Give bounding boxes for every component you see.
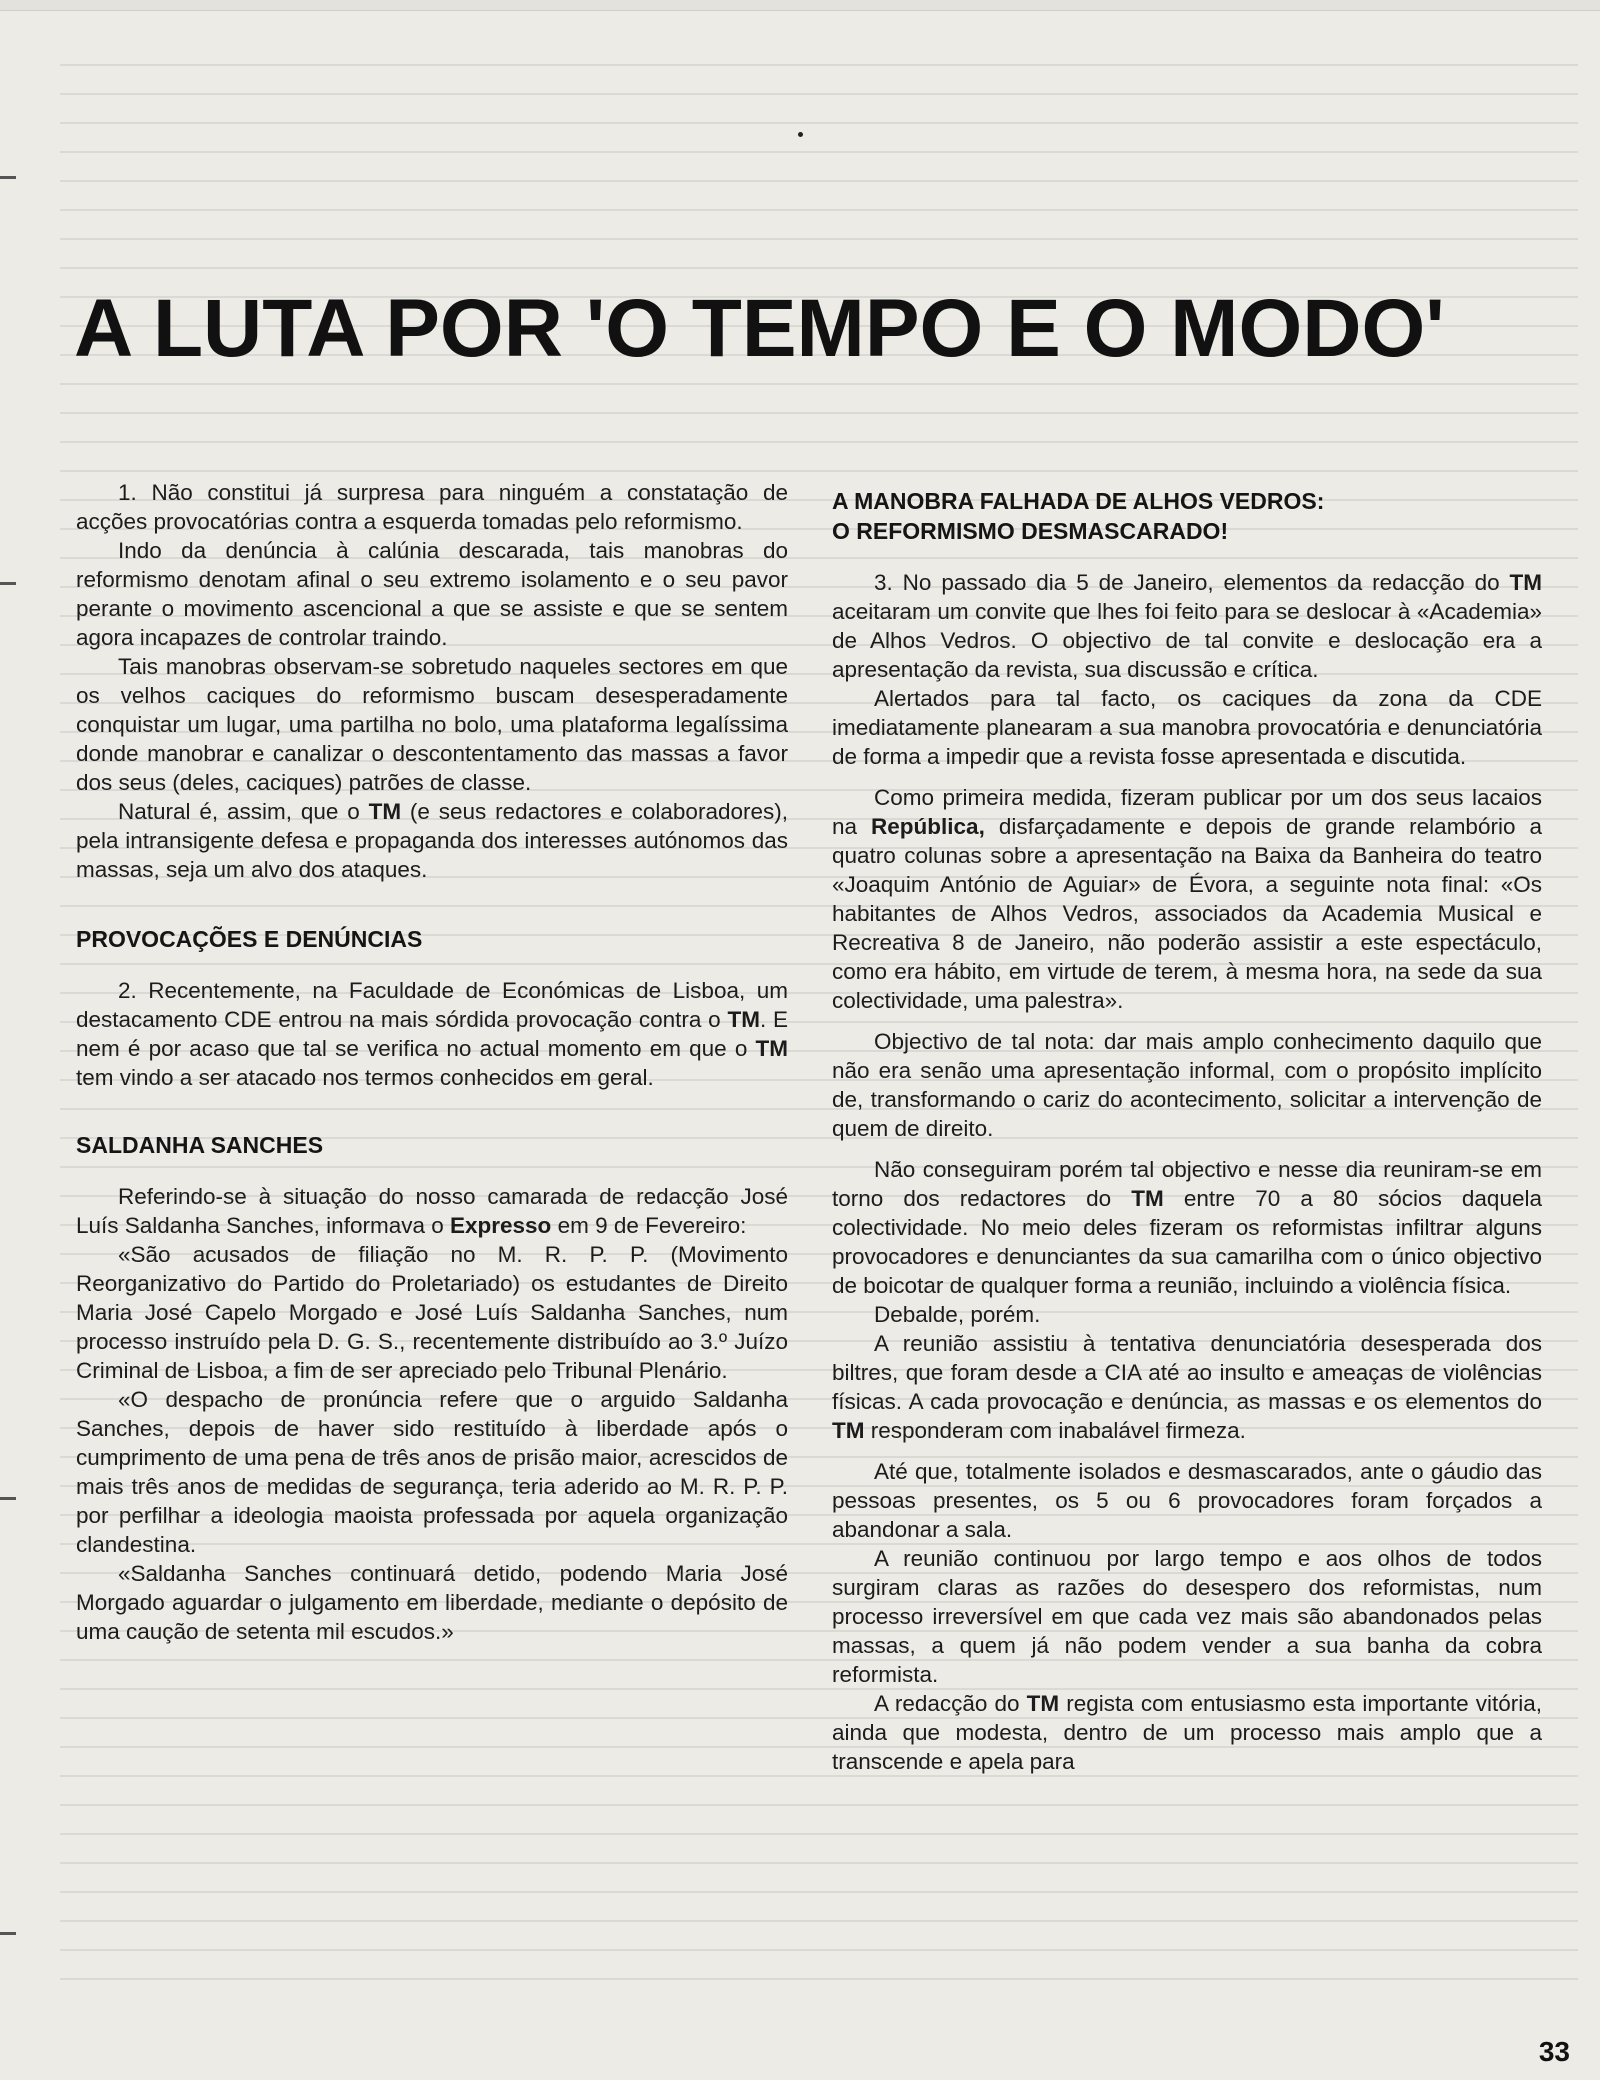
paragraph: «Saldanha Sanches continuará detido, podendo Maria José Morgado aguardar o julgamento em liberdade, mediante o depósito de uma caução de setenta mil escudos.» — [76, 1561, 788, 1644]
paragraph: «O despacho de pronúncia refere que o arguido Saldanha Sanches, depois de haver sido restituído à liberdade após o cumprimento de uma pena de três anos de prisão maior, acrescidos de mais três anos de medidas de segurança, teria aderido ao M. R. P. P. por perfilhar a ideologia maoista professada por aquela organização clandestina. — [76, 1387, 788, 1557]
section-heading: SALDANHA SANCHES — [76, 1132, 324, 1158]
paragraph: A reunião continuou por largo tempo e aos olhos de todos surgiram claras as razões do desespero dos reformistas, num processo irreversível em que cada vez mais são abandonados pelas massas, a quem já não podem vender a sua banha da cobra reformista. — [832, 1546, 1542, 1687]
paragraph: Debalde, porém. — [874, 1302, 1041, 1327]
article-title: A LUTA POR 'O TEMPO E O MODO' — [74, 283, 1445, 374]
paragraph: Alertados para tal facto, os caciques da zona da CDE imediatamente planearam a sua manobra provocatória e denunciatória de forma a impedir que a revista fosse apresentada e discutida. — [832, 686, 1542, 769]
paragraph: Referindo-se à situação do nosso camarada de redacção José Luís Saldanha Sanches, informava o Expresso em 9 de Fevereiro: — [76, 1184, 788, 1238]
binding-mark — [0, 176, 16, 179]
heading-line: O REFORMISMO DESMASCARADO! — [832, 518, 1229, 544]
paragraph: Tais manobras observam-se sobretudo naqueles sectores em que os velhos caciques do reformismo buscam desesperadamente conquistar um lugar, uma partilha no bolo, uma plataforma legalíssima donde manobrar e canalizar o descontentamento das massas a favor dos seus (deles, caciques) patrões de classe. — [76, 654, 788, 795]
paragraph: 2. Recentemente, na Faculdade de Económicas de Lisboa, um destacamento CDE entrou na mais sórdida provocação contra o TM. E nem é por acaso que tal se verifica no actual momento em que o TM tem vindo a ser atacado nos termos conhecidos em geral. — [76, 978, 789, 1090]
section-heading — [832, 486, 1542, 546]
paragraph: Até que, totalmente isolados e desmascarados, ante o gáudio das pessoas presentes, os 5 ou 6 provocadores foram forçados a abandonar a sala. — [832, 1459, 1542, 1542]
page-number: 33 — [1538, 2036, 1570, 2067]
paragraph: A redacção do TM regista com entusiasmo esta importante vitória, ainda que modesta, dentro de um processo mais amplo que a transcende e apela para — [832, 1691, 1542, 1774]
section-heading: PROVOCAÇÕES E DENÚNCIAS — [76, 926, 423, 952]
paragraph: 3. No passado dia 5 de Janeiro, elementos da redacção do TM aceitaram um convite que lhes foi feito para se deslocar à «Academia» de Alhos Vedros. O objectivo de tal convite e deslocação era a apresentação da revista, sua discussão e crítica. — [832, 570, 1542, 682]
page-top-edge — [0, 0, 1600, 11]
ink-dot — [798, 132, 803, 137]
binding-mark — [0, 1497, 16, 1500]
left-column — [76, 478, 788, 1646]
paragraph: Indo da denúncia à calúnia descarada, tais manobras do reformismo denotam afinal o seu extremo isolamento e o seu pavor perante o movimento ascencional a que se assiste e que se sentem agora incapazes de controlar traindo. — [76, 538, 788, 650]
paragraph: «São acusados de filiação no M. R. P. P. (Movimento Reorganizativo do Partido do Proletariado) os estudantes de Direito Maria José Capelo Morgado e José Luís Saldanha Sanches, num processo instruído pela D. G. S., recentemente distribuído ao 3.º Juízo Criminal de Lisboa, a fim de ser apreciado pelo Tribunal Plenário. — [76, 1242, 788, 1383]
paragraph: A reunião assistiu à tentativa denunciatória desesperada dos biltres, que foram desde a CIA até ao insulto e ameaças de violências físicas. A cada provocação e denúncia, as massas e os elementos do TM responderam com inabalável firmeza. — [832, 1331, 1542, 1443]
binding-mark — [0, 1932, 16, 1935]
paragraph: Objectivo de tal nota: dar mais amplo conhecimento daquilo que não era senão uma apresentação informal, com o propósito implícito de, transformando o cariz do acontecimento, solicitar a intervenção de quem de direito. — [832, 1029, 1542, 1141]
heading-line: A MANOBRA FALHADA DE ALHOS VEDROS: — [832, 488, 1325, 514]
paragraph: Não conseguiram porém tal objectivo e nesse dia reuniram-se em torno dos redactores do TM entre 70 a 80 sócios daquela colectividade. No meio deles fizeram os reformistas infiltrar alguns provocadores e denunciantes da sua camarilha com o único objectivo de boicotar de qualquer forma a reunião, incluindo a violência física. — [832, 1157, 1542, 1298]
right-column — [832, 486, 1542, 1776]
paragraph: Natural é, assim, que o TM (e seus redactores e colaboradores), pela intransigente defesa e propaganda dos interesses autónomos das massas, seja um alvo dos ataques. — [76, 799, 788, 882]
binding-mark — [0, 582, 16, 585]
paragraph: Como primeira medida, fizeram publicar por um dos seus lacaios na República, disfarçadamente e depois de grande relambório a quatro colunas sobre a apresentação na Baixa da Banheira do teatro «Joaquim António de Aguiar» de Évora, a seguinte nota final: «Os habitantes de Alhos Vedros, associados da Academia Musical e Recreativa 8 de Janeiro, não poderão assistir a este espectáculo, como era hábito, em virtude de terem, à mesma hora, na sede da sua colectividade, uma palestra». — [832, 785, 1542, 1013]
paragraph: 1. Não constitui já surpresa para ninguém a constatação de acções provocatórias contra a esquerda tomadas pelo reformismo. — [76, 480, 788, 534]
